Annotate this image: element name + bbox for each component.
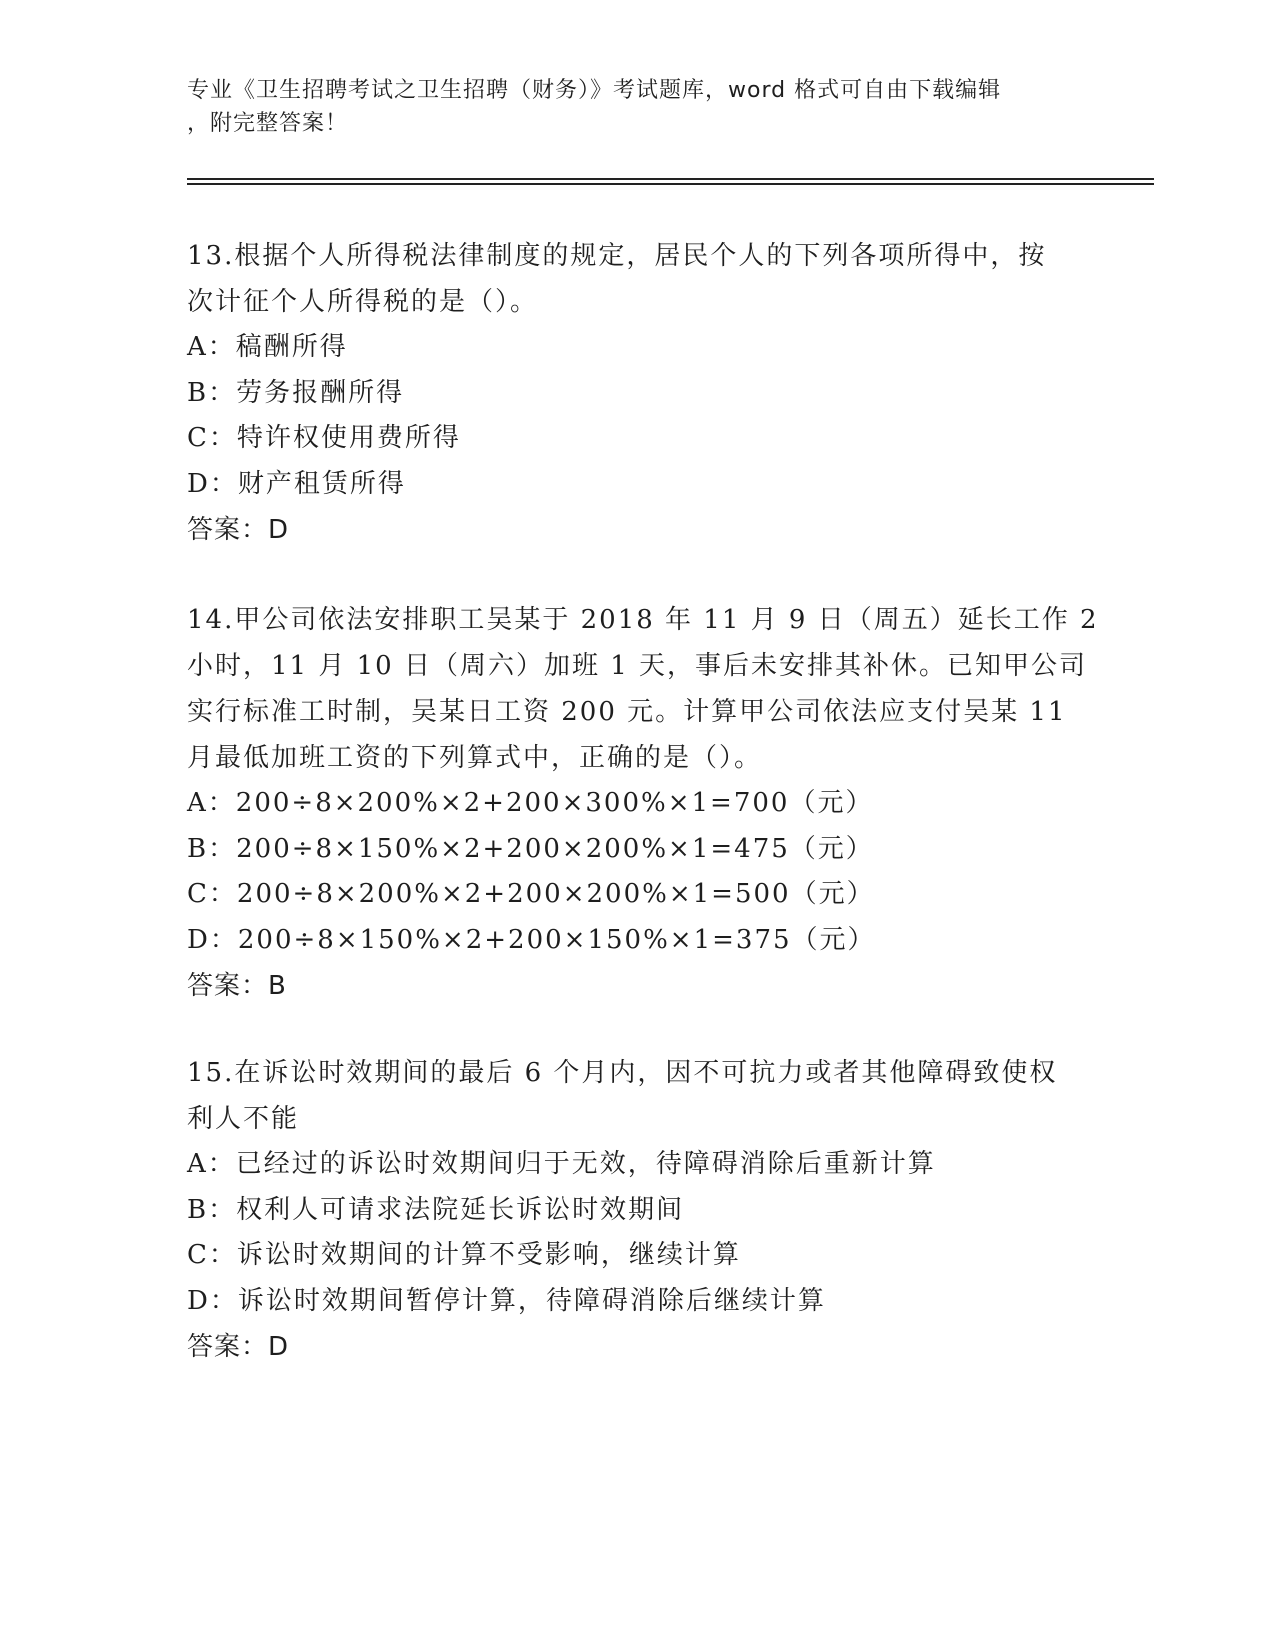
stem-line: 14.甲公司依法安排职工吴某于 2018 年 11 月 9 日（周五）延长工作 2 — [187, 605, 1099, 635]
option-c — [187, 1233, 1087, 1279]
option-letter: A： — [187, 332, 236, 362]
option-text: 特许权使用费所得 — [236, 423, 461, 453]
option-text: 劳务报酬所得 — [236, 377, 405, 408]
option-letter: D： — [187, 1285, 238, 1316]
question-13 — [187, 233, 1087, 553]
header-divider — [187, 178, 1154, 180]
option-text: 200÷8×150%×2+200×150%×1=375（元） — [237, 924, 876, 955]
header-divider — [187, 183, 1154, 185]
stem-line: 次计征个人所得税的是（）。 — [187, 287, 539, 317]
option-text: 200÷8×200%×2+200×200%×1=500（元） — [236, 879, 875, 909]
option-a — [187, 325, 1087, 371]
question-stem — [187, 1050, 1087, 1142]
option-text: 诉讼时效期间暂停计算，待障碍消除后继续计算 — [237, 1285, 826, 1316]
option-c — [187, 872, 1087, 918]
option-text: 200÷8×150%×2+200×200%×1=475（元） — [236, 833, 874, 864]
header-line: ，附完整答案！ — [187, 111, 349, 136]
option-letter: B： — [187, 1194, 237, 1225]
option-letter: B： — [187, 377, 237, 408]
option-a — [187, 781, 1087, 827]
question-stem — [187, 233, 1087, 325]
option-text: 稿酬所得 — [235, 332, 348, 362]
option-letter: D： — [187, 468, 238, 499]
question-stem — [187, 597, 1099, 781]
option-b — [187, 1188, 1087, 1234]
stem-line: 月最低加班工资的下列算式中，正确的是（）。 — [187, 743, 763, 773]
option-d — [187, 918, 1087, 964]
stem-line: 利人不能 — [187, 1104, 300, 1134]
option-letter: C： — [187, 1240, 237, 1270]
option-text: 财产租赁所得 — [237, 468, 406, 499]
option-d — [187, 1279, 1087, 1325]
question-15 — [187, 1050, 1087, 1370]
header-line: 专业《卫生招聘考试之卫生招聘（财务）》考试题库，word 格式可自由下载编辑 — [187, 78, 1002, 103]
stem-line: 小时，11 月 10 日（周六）加班 1 天，事后未安排其补休。已知甲公司 — [187, 651, 1088, 681]
answer-line: 答案：B — [187, 971, 287, 1001]
option-letter: C： — [187, 423, 237, 453]
option-a — [187, 1142, 1087, 1188]
question-14 — [187, 597, 1099, 1009]
option-letter: C： — [187, 879, 237, 909]
option-text: 诉讼时效期间的计算不受影响，继续计算 — [236, 1240, 741, 1270]
document-header — [187, 74, 1067, 140]
stem-line: 实行标准工时制，吴某日工资 200 元。计算甲公司依法应支付吴某 11 — [187, 697, 1067, 727]
option-b — [187, 827, 1087, 873]
option-d — [187, 462, 1087, 508]
option-c — [187, 416, 1087, 462]
option-letter: D： — [187, 924, 238, 955]
option-letter: A： — [187, 788, 236, 818]
option-b — [187, 371, 1087, 417]
option-letter: B： — [187, 833, 237, 864]
option-text: 已经过的诉讼时效期间归于无效，待障碍消除后重新计算 — [235, 1149, 936, 1179]
option-text: 200÷8×200%×2+200×300%×1=700（元） — [235, 788, 874, 818]
answer-line: 答案：D — [187, 1332, 290, 1362]
stem-line: 13.根据个人所得税法律制度的规定，居民个人的下列各项所得中，按 — [187, 241, 1047, 271]
option-text: 权利人可请求法院延长诉讼时效期间 — [236, 1194, 685, 1225]
stem-line: 15.在诉讼时效期间的最后 6 个月内，因不可抗力或者其他障碍致使权 — [187, 1058, 1058, 1088]
answer-line: 答案：D — [187, 515, 290, 545]
option-letter: A： — [187, 1149, 236, 1179]
